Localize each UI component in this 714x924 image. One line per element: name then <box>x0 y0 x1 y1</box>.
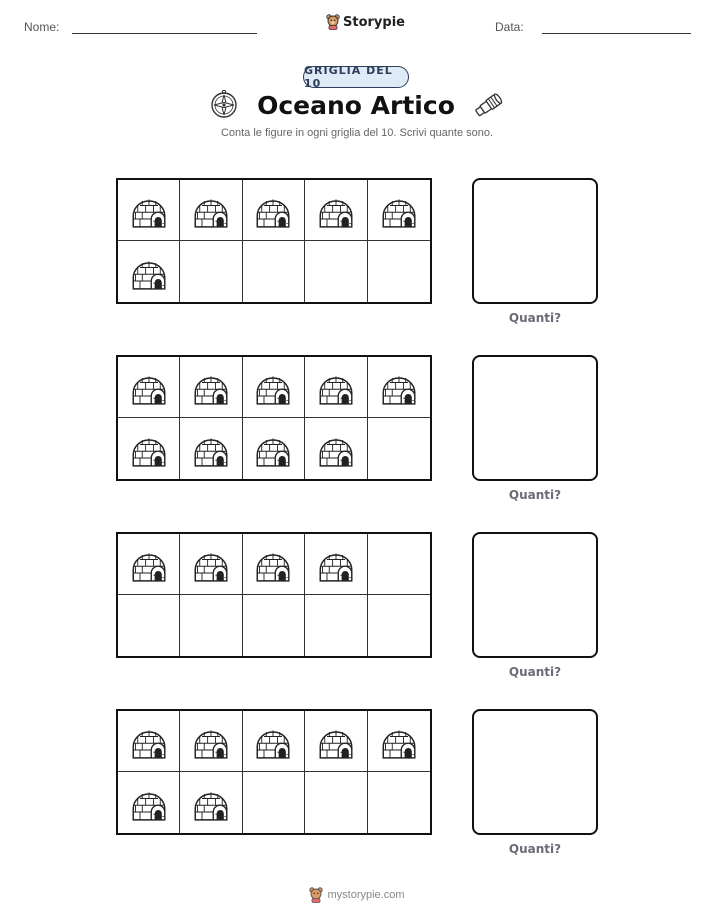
ten-frame-cell <box>243 241 305 302</box>
ten-frame-cell <box>180 180 242 241</box>
ten-frame-cell <box>118 418 180 479</box>
ten-frame-cell <box>368 711 430 772</box>
ten-frame-cell <box>243 418 305 479</box>
name-line[interactable] <box>72 33 257 34</box>
ten-frame-cell <box>118 241 180 302</box>
ten-frame-cell <box>368 595 430 656</box>
igloo-icon <box>129 431 169 467</box>
answer-box-2[interactable] <box>472 355 598 481</box>
ten-frame-4 <box>116 709 432 835</box>
ten-frame-2 <box>116 355 432 481</box>
ten-frame-cell <box>368 418 430 479</box>
igloo-icon <box>191 431 231 467</box>
igloo-icon <box>379 723 419 759</box>
igloo-icon <box>129 785 169 821</box>
ten-frame-cell <box>368 357 430 418</box>
answer-box-3[interactable] <box>472 532 598 658</box>
igloo-icon <box>191 192 231 228</box>
igloo-icon <box>253 546 293 582</box>
igloo-icon <box>129 369 169 405</box>
ten-frame-cell <box>243 595 305 656</box>
igloo-icon <box>316 431 356 467</box>
igloo-icon <box>253 723 293 759</box>
bear-logo-icon <box>309 887 323 903</box>
ten-frame-cell <box>118 711 180 772</box>
ten-frame-cell <box>118 357 180 418</box>
igloo-icon <box>129 254 169 290</box>
ten-frame-cell <box>118 595 180 656</box>
answer-label-4: Quanti? <box>508 842 562 856</box>
ten-frame-cell <box>368 241 430 302</box>
answer-label-1: Quanti? <box>508 311 562 325</box>
igloo-icon <box>316 546 356 582</box>
ten-frame-cell <box>305 357 367 418</box>
ten-frame-cell <box>180 772 242 833</box>
ten-frame-cell <box>368 180 430 241</box>
date-line[interactable] <box>542 33 691 34</box>
ten-frame-cell <box>243 772 305 833</box>
ten-frame-cell <box>243 180 305 241</box>
bear-logo-icon <box>326 14 340 30</box>
ten-frame-cell <box>243 357 305 418</box>
ten-frame-cell <box>305 595 367 656</box>
igloo-icon <box>129 723 169 759</box>
ten-frame-cell <box>118 180 180 241</box>
igloo-icon <box>379 192 419 228</box>
compass-icon <box>209 90 239 120</box>
igloo-icon <box>191 369 231 405</box>
igloo-icon <box>253 431 293 467</box>
ten-frame-cell <box>180 418 242 479</box>
igloo-icon <box>191 723 231 759</box>
ten-frame-cell <box>368 534 430 595</box>
ten-frame-cell <box>180 357 242 418</box>
brand-logo <box>326 14 405 30</box>
instructions: Conta le figure in ogni griglia del 10. Scrivi quante sono. <box>220 127 494 139</box>
igloo-icon <box>379 369 419 405</box>
ten-frame-cell <box>305 241 367 302</box>
igloo-icon <box>316 369 356 405</box>
ten-frame-cell <box>118 534 180 595</box>
igloo-icon <box>316 723 356 759</box>
igloo-icon <box>129 546 169 582</box>
date-label: Data: <box>495 20 524 34</box>
ten-frame-1 <box>116 178 432 304</box>
name-label: Nome: <box>24 20 60 34</box>
ten-frame-cell <box>180 241 242 302</box>
spyglass-icon <box>473 90 505 120</box>
igloo-icon <box>253 369 293 405</box>
igloo-icon <box>191 546 231 582</box>
ten-frame-cell <box>118 772 180 833</box>
ten-frame-cell <box>243 534 305 595</box>
answer-label-2: Quanti? <box>508 488 562 502</box>
ten-frame-cell <box>305 772 367 833</box>
ten-frame-cell <box>180 534 242 595</box>
ten-frame-3 <box>116 532 432 658</box>
igloo-icon <box>129 192 169 228</box>
worksheet-type-badge: GRIGLIA DEL 10 <box>303 66 409 88</box>
ten-frame-cell <box>305 180 367 241</box>
igloo-icon <box>316 192 356 228</box>
answer-box-1[interactable] <box>472 178 598 304</box>
title-row <box>0 90 714 120</box>
brand-name: Storypie <box>343 14 405 30</box>
igloo-icon <box>191 785 231 821</box>
ten-frame-cell <box>368 772 430 833</box>
ten-frame-cell <box>305 418 367 479</box>
answer-label-3: Quanti? <box>508 665 562 679</box>
ten-frame-cell <box>305 711 367 772</box>
answer-box-4[interactable] <box>472 709 598 835</box>
footer <box>0 887 714 903</box>
ten-frame-cell <box>305 534 367 595</box>
ten-frame-cell <box>180 711 242 772</box>
igloo-icon <box>253 192 293 228</box>
ten-frame-cell <box>243 711 305 772</box>
ten-frame-cell <box>180 595 242 656</box>
footer-url: mystorypie.com <box>327 889 405 901</box>
page-title: Oceano Artico <box>257 90 455 120</box>
